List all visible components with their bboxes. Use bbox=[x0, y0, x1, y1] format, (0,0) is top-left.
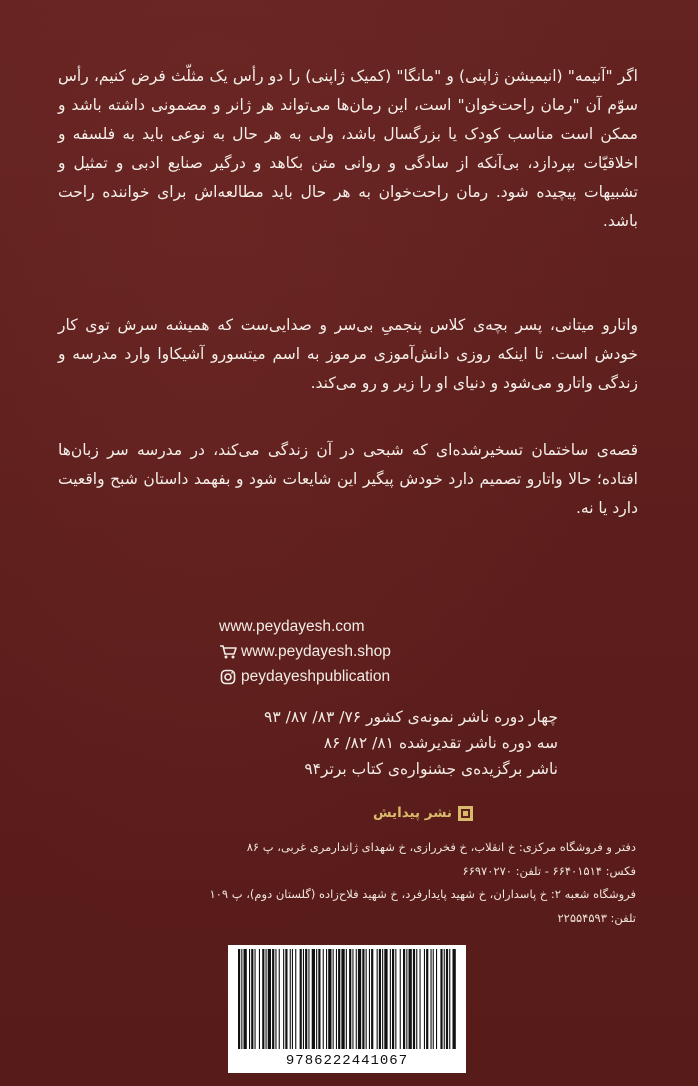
barcode-bar bbox=[371, 949, 373, 1049]
barcode-bar bbox=[333, 949, 334, 1049]
barcode-bar bbox=[453, 949, 456, 1049]
publisher-address bbox=[76, 836, 636, 930]
barcode-bar bbox=[356, 949, 357, 1049]
address-line: دفتر و فروشگاه مرکزی: خ انقلاب، خ فخررازی، خ شهدای ژاندارمری غربی، پ ۸۶ bbox=[246, 840, 636, 854]
barcode-bar bbox=[290, 949, 291, 1049]
barcode-bar bbox=[444, 949, 445, 1049]
barcode-bar bbox=[244, 949, 247, 1049]
address-line: تلفن: ۲۲۵۵۴۵۹۳ bbox=[557, 910, 636, 925]
publisher-links bbox=[219, 614, 391, 689]
instagram-link-row bbox=[219, 664, 391, 689]
barcode-bar bbox=[377, 949, 378, 1049]
barcode-bar bbox=[303, 949, 304, 1049]
publisher-awards bbox=[264, 704, 558, 782]
barcode-bar bbox=[409, 949, 412, 1049]
barcode-bar bbox=[323, 949, 324, 1049]
barcode-bar bbox=[403, 949, 405, 1049]
barcode-bar bbox=[305, 949, 307, 1049]
barcode-bar bbox=[255, 949, 256, 1049]
award-line: ناشر برگزیده‌ی جشنواره‌ی کتاب برتر۹۴ bbox=[304, 760, 558, 778]
barcode-bar bbox=[352, 949, 353, 1049]
award-line: چهار دوره ناشر نمونه‌ی کشور ۷۶/ ۸۳/ ۸۷/ ۹۳ bbox=[264, 708, 558, 726]
barcode-bar bbox=[238, 949, 240, 1049]
barcode-bar bbox=[369, 949, 370, 1049]
website-link-row bbox=[219, 614, 391, 639]
barcode-bar bbox=[395, 949, 396, 1049]
barcode-bar bbox=[249, 949, 250, 1049]
barcode-bar bbox=[326, 949, 327, 1049]
website-link[interactable]: www.peydayesh.com bbox=[219, 618, 365, 635]
barcode-bar bbox=[338, 949, 340, 1049]
publisher-brand bbox=[373, 805, 473, 821]
barcode-bar bbox=[382, 949, 383, 1049]
barcode-bar bbox=[341, 949, 344, 1049]
synopsis-paragraph-2: واتارو میتانی، پسر بچه‌ی کلاس پنجمیِ بی‌سر و صدایی‌ست که همیشه سرش توی کار خودش است. تا اینکه روزی دانش‌آموزی مرموز به اسم میتسورو آشیکاوا وارد مدرسه و زندگی واتارو می‌شود و دنیای او را زیر و رو می‌کند. bbox=[58, 316, 638, 392]
barcode-bar bbox=[318, 949, 320, 1049]
barcode-bar bbox=[312, 949, 315, 1049]
barcode-bar bbox=[406, 949, 407, 1049]
synopsis-paragraph-1: اگر "آنیمه" (انیمیشن ژاپنی) و "مانگا" (کمیک ژاپنی) را دو رأس یک مثلّث فرض کنیم، رأس سوّم آن "رمان راحت‌خوان" است، این رمان‌ها می‌تواند هر ژانر و مضمونی داشته باشد و ممکن است مناسب کودک یا بزرگسال باشد، ولی به هر حال به نوعی باید به فلسفه و اخلاقیّات بپردازد، بی‌آنکه از سادگی و روانی متن بکاهد و درگیر صنایع ادبی و تمثیل و تشبیهات پیچیده شود. رمان راحت‌خوان به هر حال باید مطالعه‌اش برای خواننده راحت باشد. bbox=[58, 67, 638, 230]
barcode-bar bbox=[362, 949, 364, 1049]
barcode-bar bbox=[440, 949, 442, 1049]
barcode-bar bbox=[420, 949, 421, 1049]
shop-link-row bbox=[219, 639, 391, 664]
barcode-bar bbox=[390, 949, 391, 1049]
barcode-bar bbox=[262, 949, 264, 1049]
barcode-bar bbox=[416, 949, 417, 1049]
barcode-bar bbox=[295, 949, 296, 1049]
barcode-bar bbox=[268, 949, 271, 1049]
barcode-bar bbox=[400, 949, 401, 1049]
barcode-bar bbox=[379, 949, 381, 1049]
barcode-bar bbox=[285, 949, 287, 1049]
publisher-logo-icon bbox=[458, 806, 473, 821]
cart-icon bbox=[219, 643, 237, 661]
barcode-bar bbox=[300, 949, 302, 1049]
barcode-bar bbox=[413, 949, 415, 1049]
barcode-bar bbox=[266, 949, 267, 1049]
address-line: فروشگاه شعبه ۲: خ پاسداران، خ شهید پایدارفرد، خ شهید فلاح‌زاده (گلستان دوم)، پ ۱۰۹ bbox=[209, 887, 636, 901]
barcode-bar bbox=[436, 949, 437, 1049]
barcode-bar bbox=[241, 949, 242, 1049]
barcode-bar bbox=[346, 949, 347, 1049]
isbn-digits: 9786222441067 bbox=[285, 1053, 409, 1069]
barcode-bar bbox=[328, 949, 331, 1049]
barcode-bar bbox=[426, 949, 428, 1049]
barcode-bar bbox=[316, 949, 317, 1049]
barcode-bars bbox=[236, 949, 458, 1049]
barcode-bar bbox=[259, 949, 260, 1049]
barcode-bar bbox=[366, 949, 367, 1049]
barcode-bar bbox=[431, 949, 432, 1049]
barcode-bar bbox=[292, 949, 293, 1049]
barcode-bar bbox=[446, 949, 448, 1049]
isbn-barcode bbox=[228, 945, 466, 1073]
barcode-bar bbox=[349, 949, 351, 1049]
publisher-name: نشر پیدایش bbox=[372, 805, 452, 821]
barcode-bar bbox=[336, 949, 337, 1049]
barcode-bar bbox=[251, 949, 253, 1049]
instagram-link[interactable]: peydayeshpublication bbox=[241, 668, 391, 685]
barcode-bar bbox=[283, 949, 284, 1049]
synopsis-paragraph-3: قصه‌ی ساختمان تسخیرشده‌ای که شبحی در آن زندگی می‌کند، در مدرسه سر زبان‌ها افتاده؛ حالا واتارو تصمیم دارد خودش پیگیر این شایعات شود و بفهمد داستان شبح واقعیت دارد یا نه. bbox=[58, 441, 638, 517]
barcode-bar bbox=[424, 949, 425, 1049]
barcode-bar bbox=[384, 949, 387, 1049]
barcode-bar bbox=[358, 949, 361, 1049]
barcode-bar bbox=[433, 949, 434, 1049]
barcode-bar bbox=[279, 949, 280, 1049]
address-line: فکس: ۶۶۴۰۱۵۱۴ - تلفن: ۶۶۹۷۰۲۷۰ bbox=[462, 863, 636, 878]
barcode-bar bbox=[275, 949, 276, 1049]
barcode-bar bbox=[308, 949, 309, 1049]
shop-link[interactable]: www.peydayesh.shop bbox=[241, 643, 391, 660]
barcode-bar bbox=[449, 949, 450, 1049]
barcode-bar bbox=[392, 949, 394, 1049]
barcode-bar bbox=[272, 949, 274, 1049]
award-line: سه دوره ناشر تقدیرشده ۸۱/ ۸۲/ ۸۶ bbox=[323, 734, 558, 752]
instagram-icon bbox=[219, 668, 237, 686]
